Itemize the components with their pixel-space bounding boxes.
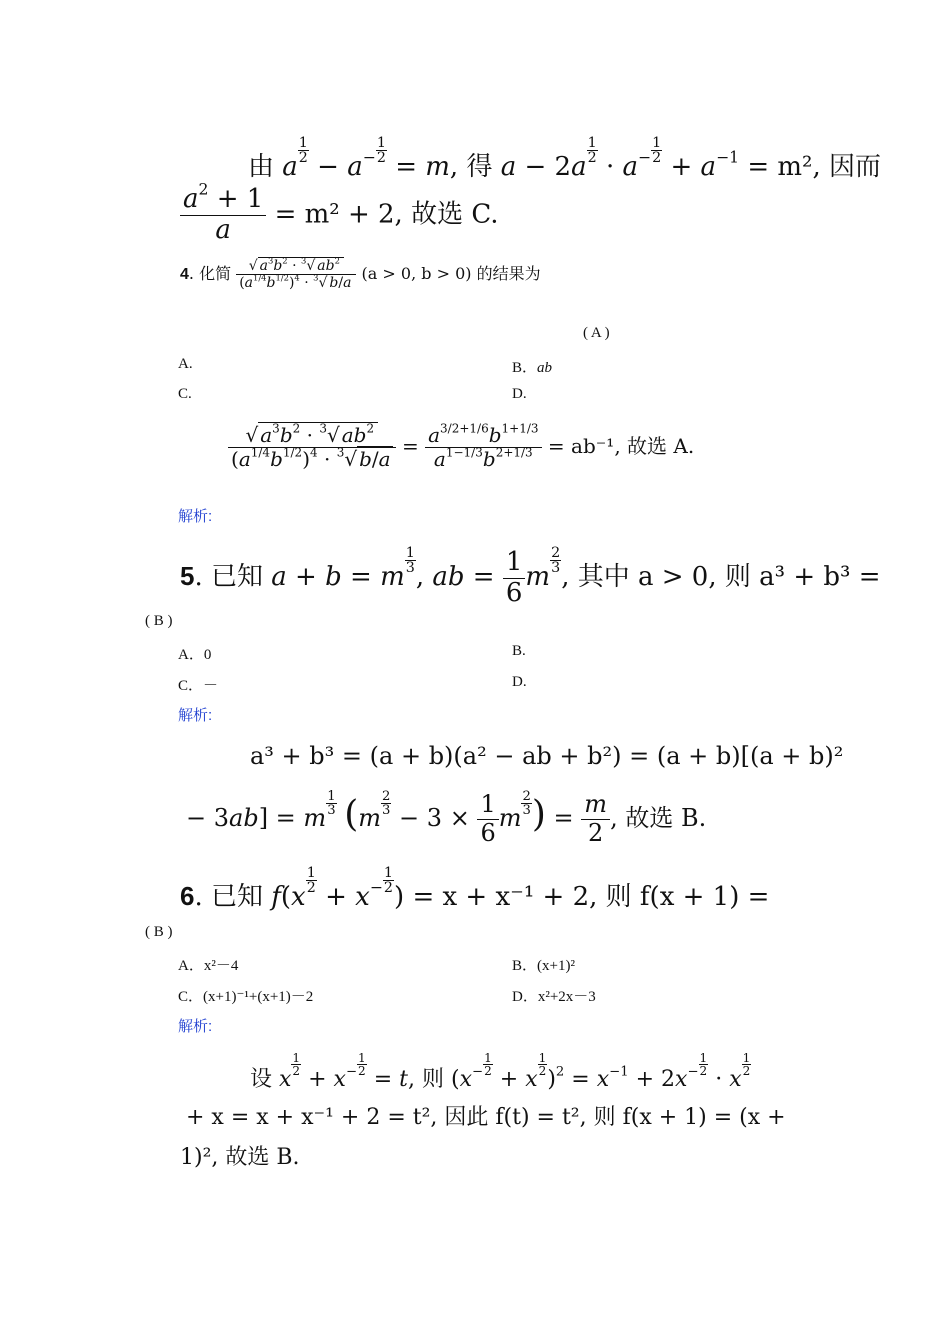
q5-option-b[interactable]: B. — [512, 643, 526, 659]
q6-solution-line3: 1)², 故选 B. — [180, 1145, 300, 1170]
q4-option-c[interactable]: C. — [178, 386, 192, 402]
q6-option-b[interactable]: B．(x+1)² — [512, 958, 575, 974]
q4-number: 4 — [180, 266, 189, 284]
q4-prompt-end: (a > 0, b > 0) 的结果为 — [361, 264, 541, 284]
q3-result: = m² + 2, 故选 C. — [274, 199, 499, 230]
q5-solution-line1: a³ + b³ = (a + b)(a² − ab + b²) = (a + b)[(a + b)² — [250, 742, 844, 770]
q5-solution-label: 解析: — [178, 707, 213, 724]
q4-prompt: . 化简 — [188, 264, 232, 284]
q6-prompt: . 已知 — [194, 882, 263, 913]
q3-fraction: $\frac{a^2 + 1}{a}$ — [180, 185, 266, 246]
q3-intro: 由 — [248, 152, 275, 183]
q5-number: 5 — [180, 561, 195, 592]
q3-solution-line2 — [180, 180, 499, 246]
q5-solution-end: , 故选 B. — [610, 804, 707, 833]
q6-stem: 6. 已知 f(x $\frac{1}{2}$ + x− $\frac{1}{2}$ ) = x + x⁻¹ + 2, 则 f(x + 1) = — [180, 865, 770, 913]
q4-option-b-text: ab — [537, 360, 553, 376]
q4-solution-formula: $\frac{√ a^3b^2 \cdot ^3√ ab^2}{(a^{1/4}b^{1/2})^4 \cdot ^3√ b/a}$ = $\frac{a^{3/2+1/6}b^{1+1/3}}{a^{1-1/3}b^{2+1/3}}$ = ab⁻¹, 故选 A. — [228, 424, 694, 471]
q6-solution-line2: + x = x + x⁻¹ + 2 = t², 因此 f(t) = t², 则 f(x + 1) = (x + — [186, 1105, 786, 1130]
q6-number: 6 — [180, 881, 195, 912]
q4-option-b-label: B． — [512, 360, 538, 376]
q6-solution-line1: 设 x $\frac{1}{2}$ + x− $\frac{1}{2}$ = t, 则 (x− $\frac{1}{2}$ + x $\frac{1}{2}$ )$^2 = x^{-1} + 2x^-$ $\frac{1}{2}$ · x $\frac{1}{2}$ — [250, 1051, 751, 1092]
q4-stem — [180, 255, 541, 292]
q5-stem: 5. 已知 a + b = m $\frac{1}{3}$ , ab = $\frac{1}{6}$ m $\frac{2}{3}$ , 其中 a > 0, 则 a³ + b³ = — [180, 545, 881, 608]
q4-option-a[interactable]: A. — [178, 356, 193, 372]
q3-cont: = m², 因而 — [747, 152, 881, 183]
q4-option-d[interactable]: D. — [512, 386, 527, 402]
q4-solution-label: 解析: — [178, 508, 213, 525]
q5-option-c[interactable]: C．－ — [178, 678, 219, 694]
q6-option-d[interactable]: D．x²+2x－3 — [512, 989, 596, 1005]
q4-answer: ( A ) — [583, 325, 610, 341]
q6-solution-label: 解析: — [178, 1018, 213, 1035]
q5-option-d[interactable]: D. — [512, 674, 527, 690]
q4-expression: $\frac{√ a^3b^2 \cdot ^3√ ab^2}{(a^{1/4}b^{1/2})^4 \cdot ^3√ b/a}$ — [236, 258, 356, 291]
q4-solution-end: = ab⁻¹, 故选 A. — [547, 434, 695, 458]
q4-option-b[interactable] — [512, 356, 552, 377]
q4-solution-lhs: $\frac{√ a^3b^2 \cdot ^3√ ab^2}{(a^{1/4}b^{1/2})^4 \cdot ^3√ b/a}$ — [228, 424, 396, 471]
q6-prompt-end: = x + x⁻¹ + 2, 则 f(x + 1) = — [412, 882, 770, 913]
q5-prompt-end: , 其中 a > 0, 则 a³ + b³ = — [561, 562, 881, 593]
q5-solution-line2: − 3ab] = m $\frac{1}{3}$ (m $\frac{2}{3}$ − 3 × $\frac{1}{6}$ m $\frac{2}{3}$ ) = $\frac{m}{2}$ , 故选 B. — [186, 789, 707, 848]
q6-option-c[interactable]: C．(x+1)⁻¹+(x+1)－2 — [178, 989, 314, 1005]
q6-option-a[interactable]: A．x²－4 — [178, 958, 239, 974]
q3-solution-line1: 由 a $\frac{1}{2}$ − a− $\frac{1}{2}$ = m, 得 a − 2a $\frac{1}{2}$ · a− $\frac{1}{2}$ + $a^{-1} = m^2$, 因而 — [248, 135, 881, 183]
q4-solution-mid: $\frac{a^{3/2+1/6}b^{1+1/3}}{a^{1-1/3}b^{2+1/3}}$ — [425, 424, 541, 471]
q5-option-a[interactable]: A．0 — [178, 647, 212, 663]
q5-prompt: . 已知 — [194, 562, 263, 593]
q6-answer: ( B ) — [145, 924, 173, 940]
q5-answer: ( B ) — [145, 613, 173, 629]
